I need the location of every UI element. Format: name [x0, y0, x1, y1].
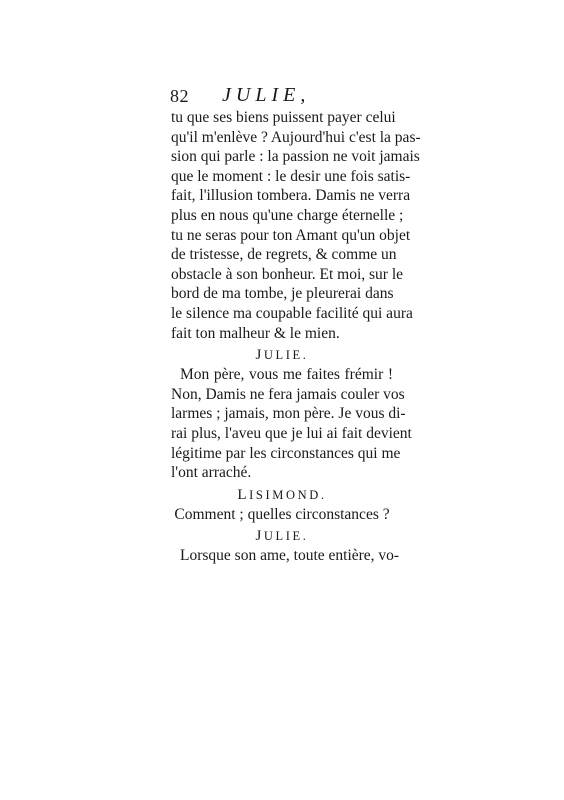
text-line: légitime par les circonstances qui me — [171, 444, 401, 462]
text-line: plus en nous qu'une charge éternelle ; — [171, 206, 404, 224]
text-line: le silence ma coupable facilité qui aura — [171, 304, 413, 322]
text-line: que le moment : le desir une fois satis- — [171, 167, 411, 185]
text-line: tu que ses biens puissent payer celui — [171, 109, 396, 126]
text-line: Comment ; quelles circonstances ? — [174, 505, 390, 523]
text-line: bord de ma tombe, je pleurerai dans — [171, 285, 394, 303]
speaker-name-julie — [171, 526, 393, 546]
speaker-rest: ULIE. — [263, 348, 309, 363]
text-line: Non, Damis ne fera jamais couler vos — [171, 385, 405, 403]
page-header — [170, 84, 390, 110]
text-line: l'ont arraché. — [171, 464, 252, 482]
running-title: JULIE, — [222, 84, 311, 106]
text-line: fait, l'illusion tombera. Damis ne verra — [171, 187, 411, 205]
text-line: rai plus, l'aveu que je lui ai fait devient — [171, 424, 412, 442]
text-line: Lorsque son ame, toute entière, vo- — [180, 547, 400, 565]
text-line: tu ne seras pour ton Amant qu'un objet — [171, 226, 411, 244]
text-line: qu'il m'enlève ? Aujourd'hui c'est la pas- — [171, 128, 421, 146]
speaker-rest: ULIE. — [263, 529, 309, 544]
speaker-initial: L — [237, 486, 250, 503]
paragraph-julie-speech — [171, 365, 412, 483]
paragraph-lisimond-speech — [171, 108, 421, 343]
speaker-initial: J — [255, 528, 264, 545]
text-line: de tristesse, de regrets, & comme un — [171, 246, 397, 264]
speaker-name-julie — [171, 345, 393, 365]
text-line: obstacle à son bonheur. Et moi, sur le — [171, 265, 404, 283]
speaker-rest: ISIMOND. — [249, 487, 327, 502]
text-column — [171, 108, 421, 566]
speaker-name-lisimond — [171, 485, 393, 505]
text-line: sion qui parle : la passion ne voit jamais — [171, 148, 420, 166]
speaker-initial: J — [255, 347, 264, 364]
text-line: larmes ; jamais, mon père. Je vous di- — [171, 405, 406, 423]
text-line: Mon père, vous me faites frémir ! — [180, 366, 393, 384]
text-line: fait ton malheur & le mien. — [171, 324, 340, 342]
page-number: 82 — [170, 86, 189, 106]
